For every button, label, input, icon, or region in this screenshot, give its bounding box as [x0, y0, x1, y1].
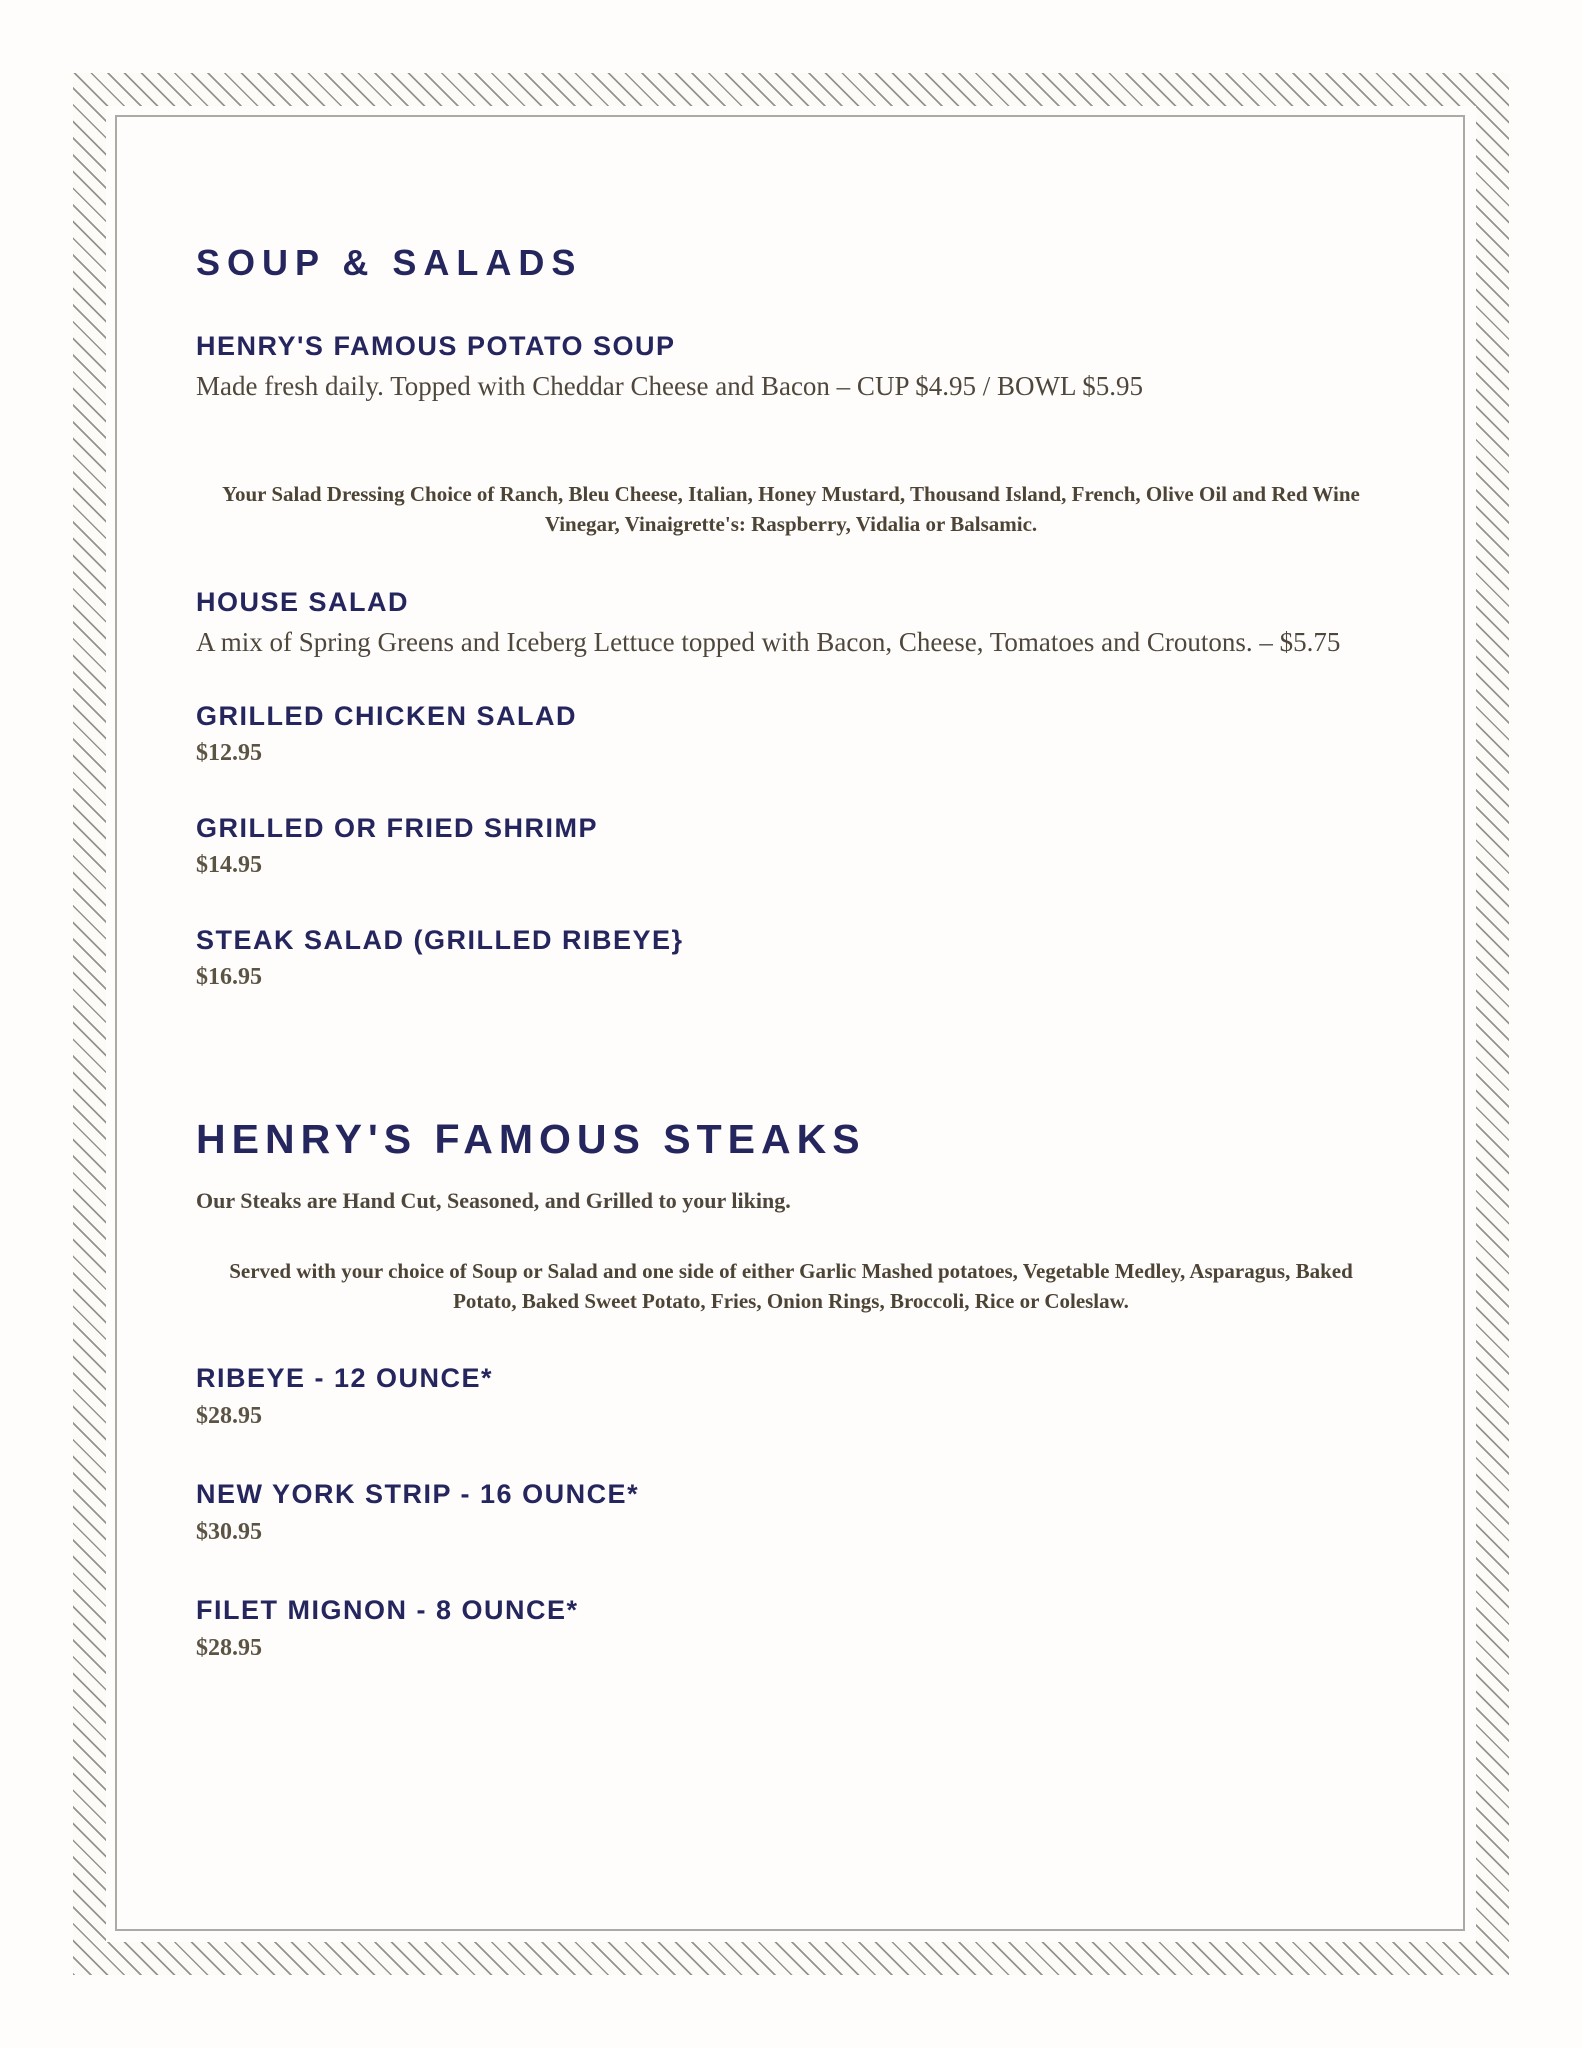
item-price-grilled-or-fried-shrimp: $14.95	[196, 852, 262, 879]
section-soup-and-salads	[196, 242, 1386, 994]
item-description-potato-soup: Made fresh daily. Topped with Cheddar Cheese and Bacon – CUP $4.95 / BOWL $5.95	[196, 371, 1143, 402]
item-name-grilled-chicken-salad: GRILLED CHICKEN SALAD	[196, 700, 577, 731]
menu-item-grilled-chicken-salad	[196, 700, 1386, 770]
item-price-new-york-strip: $30.95	[196, 1518, 262, 1545]
item-price-ribeye: $28.95	[196, 1402, 262, 1429]
steaks-intro: Our Steaks are Hand Cut, Seasoned, and Grilled to your liking.	[196, 1187, 791, 1213]
item-name-steak-salad: STEAK SALAD (GRILLED RIBEYE}	[196, 924, 684, 955]
item-name-new-york-strip: NEW YORK STRIP - 16 OUNCE*	[196, 1478, 640, 1509]
menu-content	[196, 0, 1386, 1664]
menu-item-ribeye	[196, 1362, 1386, 1432]
menu-item-new-york-strip	[196, 1478, 1386, 1548]
menu-item-house-salad	[196, 586, 1386, 660]
section-title-famous-steaks: HENRY'S FAMOUS STEAKS	[196, 1115, 866, 1162]
item-price-filet-mignon: $28.95	[196, 1634, 262, 1661]
item-price-steak-salad: $16.95	[196, 964, 262, 991]
menu-item-steak-salad	[196, 924, 1386, 994]
menu-item-potato-soup	[196, 330, 1386, 404]
item-name-potato-soup: HENRY'S FAMOUS POTATO SOUP	[196, 331, 676, 362]
item-name-grilled-or-fried-shrimp: GRILLED OR FRIED SHRIMP	[196, 812, 599, 843]
sides-note: Served with your choice of Soup or Salad and one side of either Garlic Mashed potatoes, Vegetable Medley, Asparagus, Baked Potato, Baked Sweet Potato, Fries, Onion Rings, Broccoli, Rice or Coleslaw.	[229, 1259, 1353, 1314]
menu-item-grilled-or-fried-shrimp	[196, 812, 1386, 882]
item-name-ribeye: RIBEYE - 12 OUNCE*	[196, 1362, 494, 1393]
section-title-soup-salads: SOUP & SALADS	[196, 242, 583, 283]
item-name-filet-mignon: FILET MIGNON - 8 OUNCE*	[196, 1594, 579, 1625]
section-famous-steaks	[196, 1116, 1386, 1664]
dressing-note: Your Salad Dressing Choice of Ranch, Bleu Cheese, Italian, Honey Mustard, Thousand Island, French, Olive Oil and Red Wine Vinegar, Vinaigrette's: Raspberry, Vidalia or Balsamic.	[222, 482, 1360, 537]
item-name-house-salad: HOUSE SALAD	[196, 586, 410, 617]
item-price-grilled-chicken-salad: $12.95	[196, 740, 262, 767]
item-description-house-salad: A mix of Spring Greens and Iceberg Lettuce topped with Bacon, Cheese, Tomatoes and Croutons. – $5.75	[196, 626, 1341, 657]
menu-item-filet-mignon	[196, 1594, 1386, 1664]
